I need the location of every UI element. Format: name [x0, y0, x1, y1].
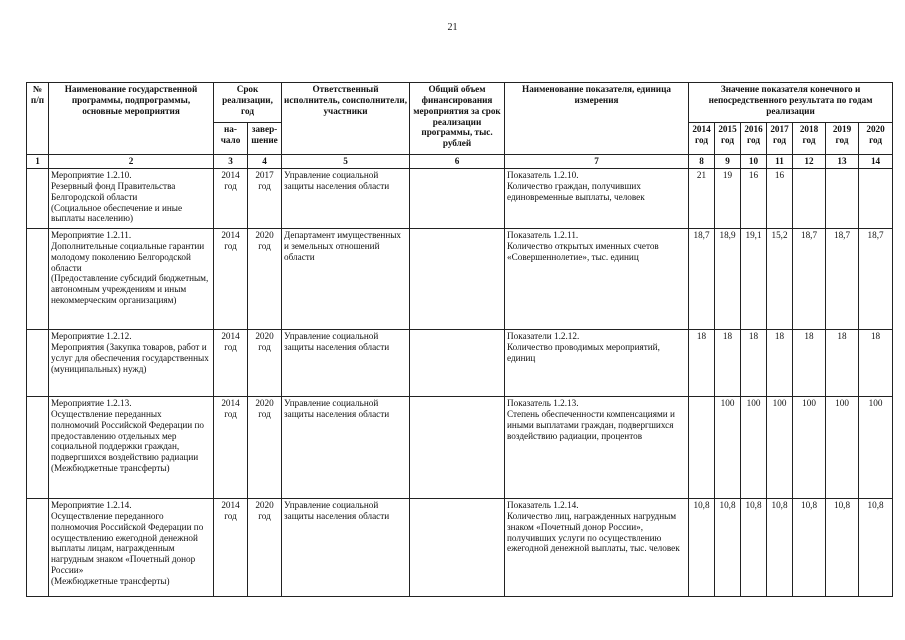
row-number	[27, 169, 49, 229]
table-row	[27, 229, 893, 330]
row-end-year: 2017 год	[248, 169, 282, 229]
row-value-2017: 18	[767, 330, 793, 397]
row-value-2017: 100	[767, 397, 793, 499]
row-finance	[410, 397, 505, 499]
row-value-2016: 16	[741, 169, 767, 229]
row-start-year: 2014 год	[214, 169, 248, 229]
page-number: 21	[447, 22, 458, 33]
header-year-2014: 2014 год	[689, 123, 715, 155]
row-value-2018: 10,8	[793, 499, 826, 597]
row-value-2017: 16	[767, 169, 793, 229]
row-value-2014	[689, 397, 715, 499]
row-start-year: 2014 год	[214, 397, 248, 499]
column-number: 1	[27, 155, 49, 169]
row-end-year: 2020 год	[248, 330, 282, 397]
row-finance	[410, 499, 505, 597]
row-finance	[410, 330, 505, 397]
row-program-name: Мероприятие 1.2.11. Дополнительные социальные гарантии молодому поколению Белгородской области (Предоставление субсидий бюджетным, автономным учреждениям и иным некоммерческим организациям)	[49, 229, 214, 330]
row-value-2020	[859, 169, 893, 229]
row-value-2018: 18	[793, 330, 826, 397]
row-value-2019: 10,8	[826, 499, 859, 597]
header-finance: Общий объем финансирования мероприятия за срок реализации программы, тыс. рублей	[410, 83, 505, 155]
table-row	[27, 169, 893, 229]
row-value-2016: 100	[741, 397, 767, 499]
table-header	[27, 83, 893, 169]
row-value-2015: 18	[715, 330, 741, 397]
row-value-2017: 10,8	[767, 499, 793, 597]
column-number: 5	[282, 155, 410, 169]
row-value-2018	[793, 169, 826, 229]
row-value-2016: 10,8	[741, 499, 767, 597]
row-responsible: Управление социальной защиты населения области	[282, 169, 410, 229]
row-value-2019	[826, 169, 859, 229]
row-indicator: Показатели 1.2.12. Количество проводимых мероприятий, единиц	[505, 330, 689, 397]
header-responsible: Ответственный исполнитель, соисполнители, участники	[282, 83, 410, 155]
column-number: 11	[767, 155, 793, 169]
row-value-2014: 18	[689, 330, 715, 397]
row-indicator: Показатель 1.2.10. Количество граждан, получивших единовременные выплаты, человек	[505, 169, 689, 229]
row-end-year: 2020 год	[248, 229, 282, 330]
column-number: 3	[214, 155, 248, 169]
row-value-2015: 18,9	[715, 229, 741, 330]
header-indicator: Наименование показателя, единица измерения	[505, 83, 689, 155]
row-responsible: Управление социальной защиты населения области	[282, 397, 410, 499]
header-year-2020: 2020 год	[859, 123, 893, 155]
row-value-2019: 18	[826, 330, 859, 397]
row-number	[27, 397, 49, 499]
column-number: 6	[410, 155, 505, 169]
row-program-name: Мероприятие 1.2.12. Мероприятия (Закупка товаров, работ и услуг для обеспечения государственных (муниципальных) нужд)	[49, 330, 214, 397]
column-number-row	[27, 155, 893, 169]
column-number: 7	[505, 155, 689, 169]
row-value-2018: 18,7	[793, 229, 826, 330]
header-year-2016: 2016 год	[741, 123, 767, 155]
column-number: 14	[859, 155, 893, 169]
column-number: 9	[715, 155, 741, 169]
row-responsible: Департамент имущественных и земельных отношений области	[282, 229, 410, 330]
row-value-2014: 21	[689, 169, 715, 229]
row-value-2015: 10,8	[715, 499, 741, 597]
column-number: 12	[793, 155, 826, 169]
row-value-2020: 10,8	[859, 499, 893, 597]
row-finance	[410, 229, 505, 330]
row-indicator: Показатель 1.2.13. Степень обеспеченности компенсациями и иными выплатами граждан, подвергшихся воздействию радиации, процентов	[505, 397, 689, 499]
row-finance	[410, 169, 505, 229]
row-value-2014: 18,7	[689, 229, 715, 330]
row-value-2020: 18	[859, 330, 893, 397]
header-year-2015: 2015 год	[715, 123, 741, 155]
row-value-2014: 10,8	[689, 499, 715, 597]
column-number: 8	[689, 155, 715, 169]
row-program-name: Мероприятие 1.2.10. Резервный фонд Правительства Белгородской области (Социальное обеспечение и иные выплаты населению)	[49, 169, 214, 229]
header-num: № п/п	[27, 83, 49, 155]
row-start-year: 2014 год	[214, 499, 248, 597]
table-row	[27, 499, 893, 597]
row-value-2019: 100	[826, 397, 859, 499]
row-start-year: 2014 год	[214, 330, 248, 397]
row-value-2015: 19	[715, 169, 741, 229]
row-value-2018: 100	[793, 397, 826, 499]
header-end: завер- шение	[248, 123, 282, 155]
table-body	[27, 169, 893, 597]
row-value-2020: 100	[859, 397, 893, 499]
column-number: 10	[741, 155, 767, 169]
table-row	[27, 330, 893, 397]
row-responsible: Управление социальной защиты населения области	[282, 330, 410, 397]
program-table	[26, 82, 893, 597]
row-value-2019: 18,7	[826, 229, 859, 330]
header-term: Срок реализации, год	[214, 83, 282, 123]
row-number	[27, 330, 49, 397]
row-end-year: 2020 год	[248, 397, 282, 499]
header-year-2017: 2017 год	[767, 123, 793, 155]
column-number: 4	[248, 155, 282, 169]
row-indicator: Показатель 1.2.11. Количество открытых именных счетов «Совершеннолетие», тыс. единиц	[505, 229, 689, 330]
header-program: Наименование государственной программы, подпрограммы, основные мероприятия	[49, 83, 214, 155]
row-indicator: Показатель 1.2.14. Количество лиц, награжденных нагрудным знаком «Почетный донор России», получивших услуги по осуществлению ежегодной денежной выплаты, тыс. человек	[505, 499, 689, 597]
row-number	[27, 229, 49, 330]
row-value-2020: 18,7	[859, 229, 893, 330]
row-end-year: 2020 год	[248, 499, 282, 597]
row-value-2016: 19,1	[741, 229, 767, 330]
column-number: 13	[826, 155, 859, 169]
row-value-2016: 18	[741, 330, 767, 397]
row-start-year: 2014 год	[214, 229, 248, 330]
header-values: Значение показателя конечного и непосредственного результата по годам реализации	[689, 83, 893, 123]
row-responsible: Управление социальной защиты населения области	[282, 499, 410, 597]
header-year-2019: 2019 год	[826, 123, 859, 155]
row-number	[27, 499, 49, 597]
row-value-2017: 15,2	[767, 229, 793, 330]
header-start: на- чало	[214, 123, 248, 155]
column-number: 2	[49, 155, 214, 169]
row-value-2015: 100	[715, 397, 741, 499]
header-year-2018: 2018 год	[793, 123, 826, 155]
row-program-name: Мероприятие 1.2.14. Осуществление переданного полномочия Российской Федерации по осуществлению ежегодной денежной выплаты лицам, награжденным нагрудным знаком «Почетный донор России» (Межбюджетные трансферты)	[49, 499, 214, 597]
table-row	[27, 397, 893, 499]
row-program-name: Мероприятие 1.2.13. Осуществление переданных полномочий Российской Федерации по предоставлению отдельных мер социальной поддержки граждан, подвергшихся воздействию радиации (Межбюджетные трансферты)	[49, 397, 214, 499]
